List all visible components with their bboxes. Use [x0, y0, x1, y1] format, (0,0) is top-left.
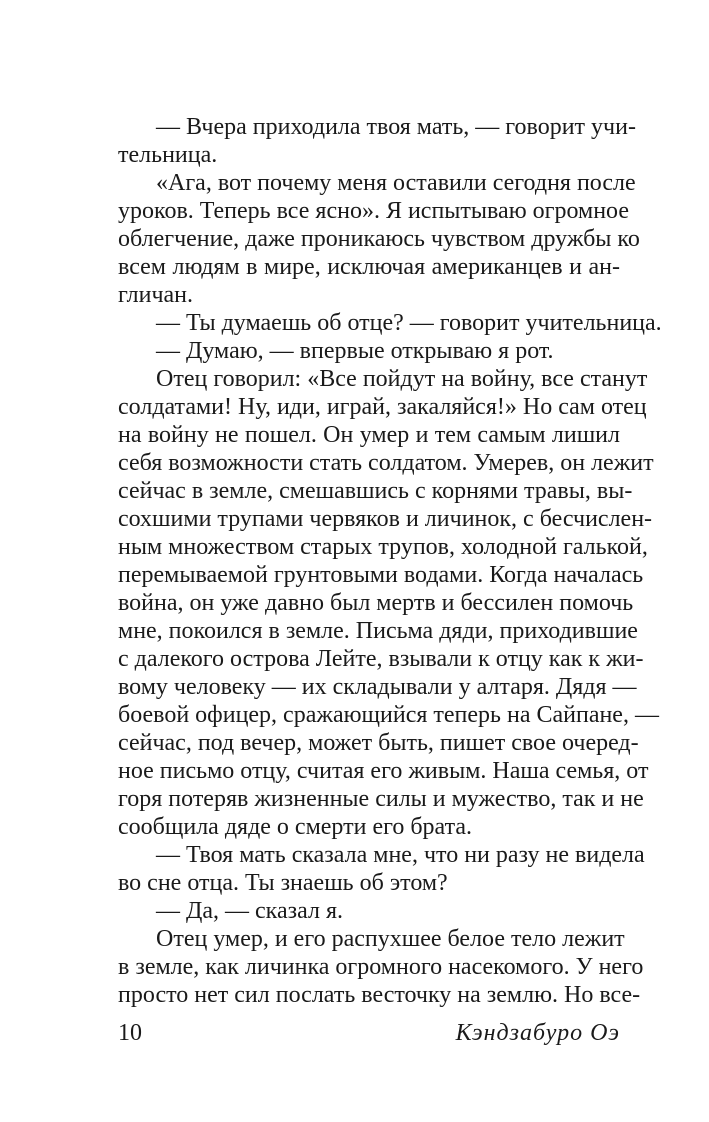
text-line: сохшими трупами червяков и личинок, с бесчислен- [118, 506, 653, 532]
text-line: Отец говорил: «Все пойдут на войну, все станут [156, 366, 648, 392]
running-footer-author: Кэндзабуро Оэ [455, 1020, 620, 1046]
text-line: уроков. Теперь все ясно». Я испытываю огромное [118, 198, 629, 224]
text-line: боевой офицер, сражающийся теперь на Сайпане, — [118, 702, 659, 728]
text-line: себя возможности стать солдатом. Умерев, он лежит [118, 450, 654, 476]
text-line: во сне отца. Ты знаешь об этом? [118, 870, 448, 896]
text-line: ное письмо отцу, считая его живым. Наша семья, от [118, 758, 649, 784]
text-line: война, он уже давно был мертв и бессилен помочь [118, 590, 634, 616]
text-line: гличан. [118, 282, 194, 308]
text-line: просто нет сил послать весточку на землю. Но все- [118, 982, 641, 1008]
text-line: Отец умер, и его распухшее белое тело лежит [156, 926, 625, 952]
text-line: на войну не пошел. Он умер и тем самым лишил [118, 422, 620, 448]
text-line: тельница. [118, 142, 218, 168]
page-number: 10 [118, 1020, 142, 1046]
text-line: мне, покоился в земле. Письма дяди, приходившие [118, 618, 638, 644]
text-line: перемываемой грунтовыми водами. Когда началась [118, 562, 644, 588]
text-line: всем людям в мире, исключая американцев и ан- [118, 254, 620, 280]
text-line: солдатами! Ну, иди, играй, закаляйся!» Но сам отец [118, 394, 647, 420]
text-line: — Вчера приходила твоя мать, — говорит учи- [156, 114, 636, 140]
text-line: с далекого острова Лейте, взывали к отцу как к жи- [118, 646, 644, 672]
text-line: сейчас, под вечер, может быть, пишет свое очеред- [118, 730, 639, 756]
text-line: — Ты думаешь об отце? — говорит учительница. [156, 310, 662, 336]
text-line: облегчение, даже проникаюсь чувством дружбы ко [118, 226, 640, 252]
text-line: вому человеку — их складывали у алтаря. Дядя — [118, 674, 637, 700]
text-line: ным множеством старых трупов, холодной галькой, [118, 534, 648, 560]
text-line: в земле, как личинка огромного насекомого. У него [118, 954, 644, 980]
text-line: — Твоя мать сказала мне, что ни разу не видела [156, 842, 645, 868]
text-line: — Да, — сказал я. [156, 898, 343, 924]
text-line: сейчас в земле, смешавшись с корнями травы, вы- [118, 478, 633, 504]
text-line: «Ага, вот почему меня оставили сегодня после [156, 170, 636, 196]
text-line: сообщила дяде о смерти его брата. [118, 814, 473, 840]
text-line: — Думаю, — впервые открываю я рот. [156, 338, 554, 364]
text-line: горя потеряв жизненные силы и мужество, так и не [118, 786, 644, 812]
